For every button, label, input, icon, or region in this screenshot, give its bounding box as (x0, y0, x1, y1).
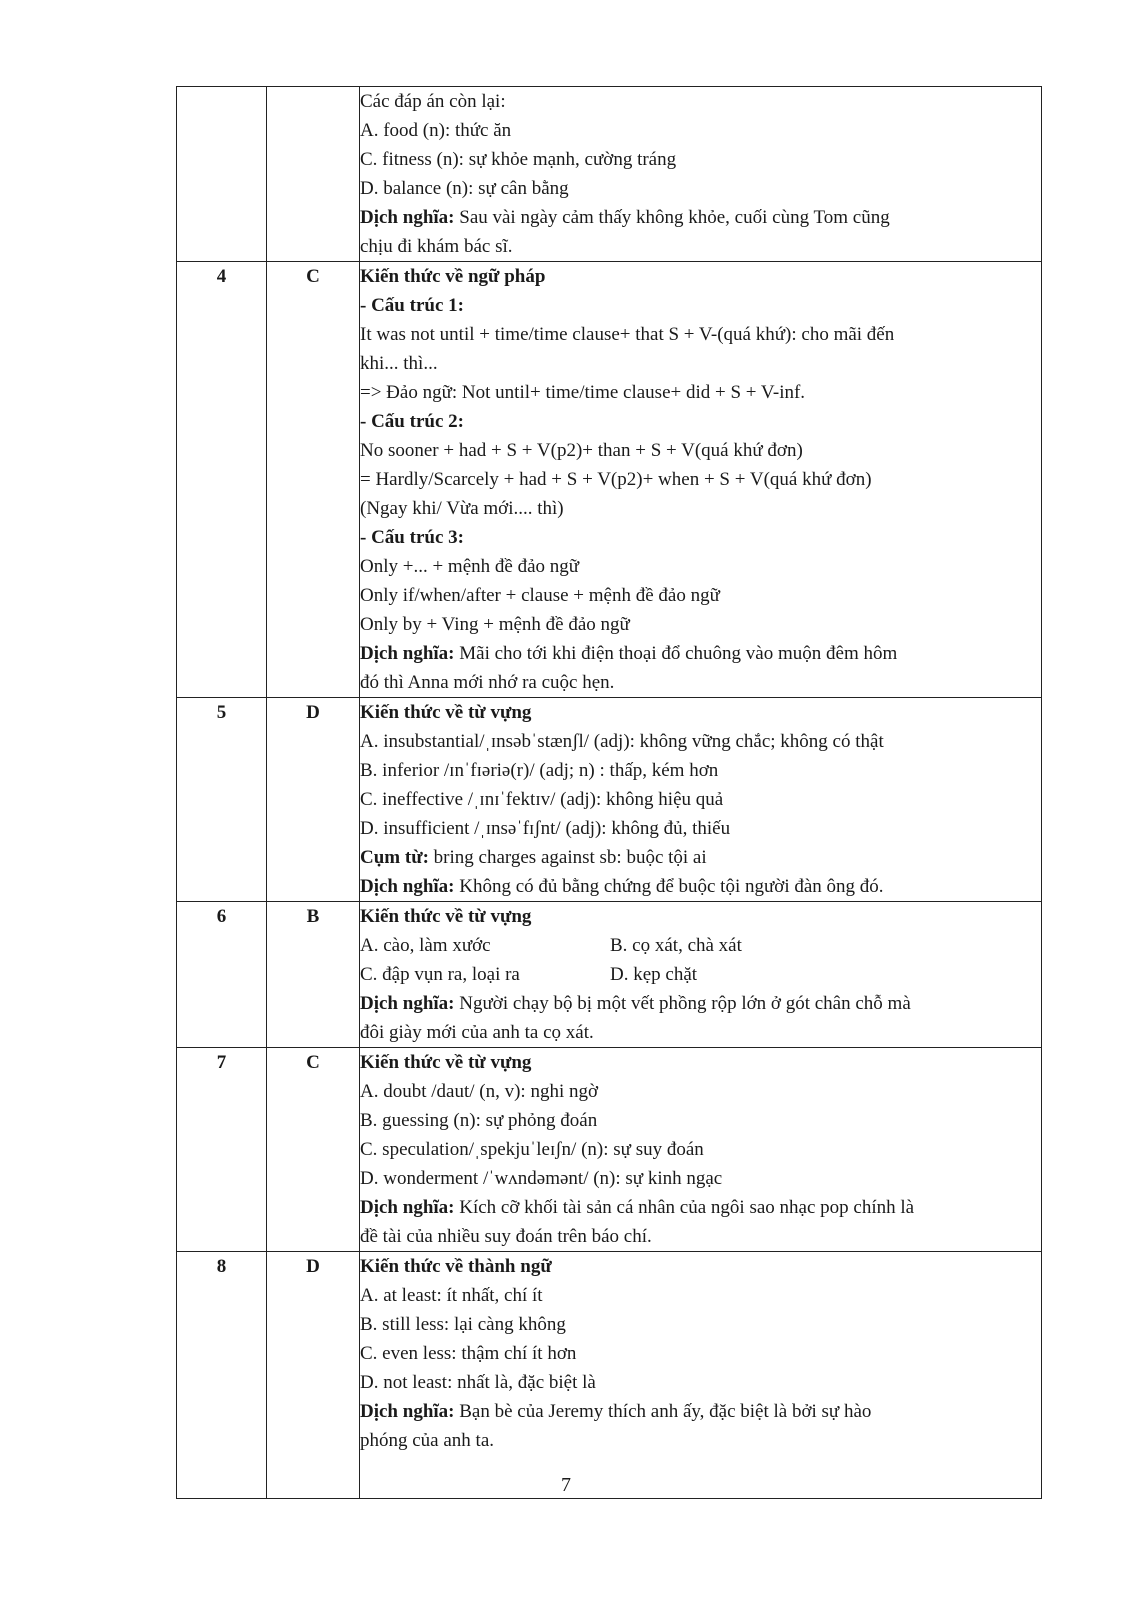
bold-label: - Cấu trúc 2: (360, 411, 464, 432)
explanation-line (360, 668, 1041, 697)
explanation-line (360, 814, 1041, 843)
explanation-line (360, 1397, 1041, 1426)
explanation-cell (360, 1048, 1042, 1252)
line-text: Only +... + mệnh đề đảo ngữ (360, 556, 580, 577)
explanation-line (360, 494, 1041, 523)
line-text: Không có đủ bằng chứng để buộc tội người đàn ông đó. (454, 876, 884, 897)
line-text: A. food (n): thức ăn (360, 120, 512, 141)
line-text: Sau vài ngày cảm thấy không khỏe, cuối cùng Tom cũng (454, 207, 890, 228)
explanation-line (360, 989, 1041, 1018)
explanation-cell (360, 262, 1042, 698)
explanation-line (360, 174, 1041, 203)
bold-label: - Cấu trúc 3: (360, 527, 464, 548)
explanation-line (360, 581, 1041, 610)
option-right: D. kẹp chặt (610, 964, 698, 985)
bold-label: Kiến thức về ngữ pháp (360, 266, 546, 287)
explanation-line (360, 203, 1041, 232)
explanation-line (360, 552, 1041, 581)
bold-label: Dịch nghĩa: (360, 993, 455, 1014)
bold-label: Dịch nghĩa: (360, 1401, 455, 1422)
explanation-line (360, 465, 1041, 494)
line-text: It was not until + time/time clause+ that S + V-(quá khứ): cho mãi đến (360, 324, 895, 345)
line-text: Only by + Ving + mệnh đề đảo ngữ (360, 614, 630, 635)
line-text: bring charges against sb: buộc tội ai (428, 847, 707, 868)
bold-label: Kiến thức về từ vựng (360, 702, 532, 723)
explanation-line (360, 1252, 1041, 1281)
bold-label: - Cấu trúc 1: (360, 295, 464, 316)
page-number: 7 (561, 1474, 571, 1496)
table-row (177, 87, 1042, 262)
explanation-line (360, 1426, 1041, 1455)
line-text: A. at least: ít nhất, chí ít (360, 1285, 543, 1306)
explanation-line (360, 1135, 1041, 1164)
line-text: => Đảo ngữ: Not until+ time/time clause+ did + S + V-inf. (360, 382, 806, 403)
line-text: đó thì Anna mới nhớ ra cuộc hẹn. (360, 672, 615, 693)
question-number (177, 87, 267, 262)
explanation-line (360, 1339, 1041, 1368)
line-text: D. not least: nhất là, đặc biệt là (360, 1372, 596, 1393)
line-text: Người chạy bộ bị một vết phồng rộp lớn ở gót chân chỗ mà (454, 993, 911, 1014)
table-row (177, 698, 1042, 902)
line-text: A. insubstantial/ˌɪnsəbˈstænʃl/ (adj): không vững chắc; không có thật (360, 731, 884, 752)
answer-table (176, 86, 1042, 1499)
line-text: C. ineffective /ˌɪnɪˈfektɪv/ (adj): không hiệu quả (360, 789, 724, 810)
explanation-line (360, 87, 1041, 116)
line-text: C. fitness (n): sự khỏe mạnh, cường tráng (360, 149, 677, 170)
line-text: D. wonderment /ˈwʌndəmənt/ (n): sự kinh ngạc (360, 1168, 723, 1189)
option-left: A. cào, làm xước (360, 935, 491, 956)
line-text: Only if/when/after + clause + mệnh đề đảo ngữ (360, 585, 720, 606)
table-row (177, 1048, 1042, 1252)
explanation-line (360, 262, 1041, 291)
explanation-line (360, 1018, 1041, 1047)
answer-letter: D (267, 698, 360, 902)
explanation-line (360, 931, 1041, 960)
explanation-cell (360, 698, 1042, 902)
explanation-line (360, 1193, 1041, 1222)
line-text: đề tài của nhiều suy đoán trên báo chí. (360, 1226, 652, 1247)
explanation-line (360, 843, 1041, 872)
line-text: D. balance (n): sự cân bằng (360, 178, 569, 199)
bold-label: Dịch nghĩa: (360, 876, 455, 897)
explanation-line (360, 1281, 1041, 1310)
answer-letter (267, 87, 360, 262)
explanation-line (360, 523, 1041, 552)
bold-label: Kiến thức về từ vựng (360, 906, 532, 927)
line-text: C. even less: thậm chí ít hơn (360, 1343, 577, 1364)
bold-label: Cụm từ: (360, 847, 429, 868)
answer-letter: C (267, 262, 360, 698)
explanation-line (360, 378, 1041, 407)
answer-letter: B (267, 902, 360, 1048)
bold-label: Dịch nghĩa: (360, 1197, 455, 1218)
bold-label: Dịch nghĩa: (360, 643, 455, 664)
explanation-line (360, 727, 1041, 756)
bold-label: Dịch nghĩa: (360, 207, 455, 228)
explanation-line (360, 1310, 1041, 1339)
explanation-line (360, 1164, 1041, 1193)
explanation-line (360, 610, 1041, 639)
table-row (177, 262, 1042, 698)
explanation-cell (360, 1252, 1042, 1499)
explanation-line (360, 232, 1041, 261)
explanation-line (360, 872, 1041, 901)
question-number: 4 (177, 262, 267, 698)
explanation-line (360, 1106, 1041, 1135)
explanation-line (360, 1077, 1041, 1106)
explanation-line (360, 756, 1041, 785)
explanation-line (360, 1368, 1041, 1397)
line-text: khi... thì... (360, 353, 438, 374)
bold-label: Kiến thức về từ vựng (360, 1052, 532, 1073)
table-row (177, 902, 1042, 1048)
explanation-line (360, 407, 1041, 436)
line-text: A. doubt /daut/ (n, v): nghi ngờ (360, 1081, 599, 1102)
explanation-line (360, 785, 1041, 814)
explanation-line (360, 698, 1041, 727)
bold-label: Kiến thức về thành ngữ (360, 1256, 552, 1277)
answer-table-body (177, 87, 1042, 1499)
explanation-line (360, 320, 1041, 349)
line-text: phóng của anh ta. (360, 1430, 495, 1451)
line-text: Mãi cho tới khi điện thoại đổ chuông vào muộn đêm hôm (454, 643, 898, 664)
line-text: B. guessing (n): sự phỏng đoán (360, 1110, 598, 1131)
answer-letter: D (267, 1252, 360, 1499)
explanation-line (360, 902, 1041, 931)
explanation-line (360, 145, 1041, 174)
table-row (177, 1252, 1042, 1499)
line-text: Kích cỡ khối tài sản cá nhân của ngôi sao nhạc pop chính là (454, 1197, 915, 1218)
explanation-cell (360, 902, 1042, 1048)
explanation-cell (360, 87, 1042, 262)
option-left: C. đập vụn ra, loại ra (360, 964, 520, 985)
explanation-line (360, 349, 1041, 378)
explanation-line (360, 116, 1041, 145)
question-number: 5 (177, 698, 267, 902)
line-text: = Hardly/Scarcely + had + S + V(p2)+ when + S + V(quá khứ đơn) (360, 469, 872, 490)
answer-table-wrapper (176, 86, 1042, 1451)
explanation-line (360, 291, 1041, 320)
question-number: 8 (177, 1252, 267, 1499)
explanation-line (360, 436, 1041, 465)
line-text: No sooner + had + S + V(p2)+ than + S + V(quá khứ đơn) (360, 440, 803, 461)
line-text: Các đáp án còn lại: (360, 91, 506, 112)
line-text: D. insufficient /ˌɪnsəˈfɪʃnt/ (adj): không đủ, thiếu (360, 818, 731, 839)
option-right: B. cọ xát, chà xát (610, 935, 742, 956)
line-text: chịu đi khám bác sĩ. (360, 236, 513, 257)
line-text: C. speculation/ˌspekjuˈleɪʃn/ (n): sự suy đoán (360, 1139, 704, 1160)
question-number: 6 (177, 902, 267, 1048)
line-text: B. still less: lại càng không (360, 1314, 566, 1335)
answer-letter: C (267, 1048, 360, 1252)
explanation-line (360, 1048, 1041, 1077)
question-number: 7 (177, 1048, 267, 1252)
line-text: Bạn bè của Jeremy thích anh ấy, đặc biệt là bởi sự hào (454, 1401, 872, 1422)
line-text: (Ngay khi/ Vừa mới.... thì) (360, 498, 564, 519)
explanation-line (360, 639, 1041, 668)
explanation-line (360, 960, 1041, 989)
explanation-line (360, 1222, 1041, 1251)
line-text: đôi giày mới của anh ta cọ xát. (360, 1022, 594, 1043)
line-text: B. inferior /ɪnˈfɪəriə(r)/ (adj; n) : thấp, kém hơn (360, 760, 719, 781)
